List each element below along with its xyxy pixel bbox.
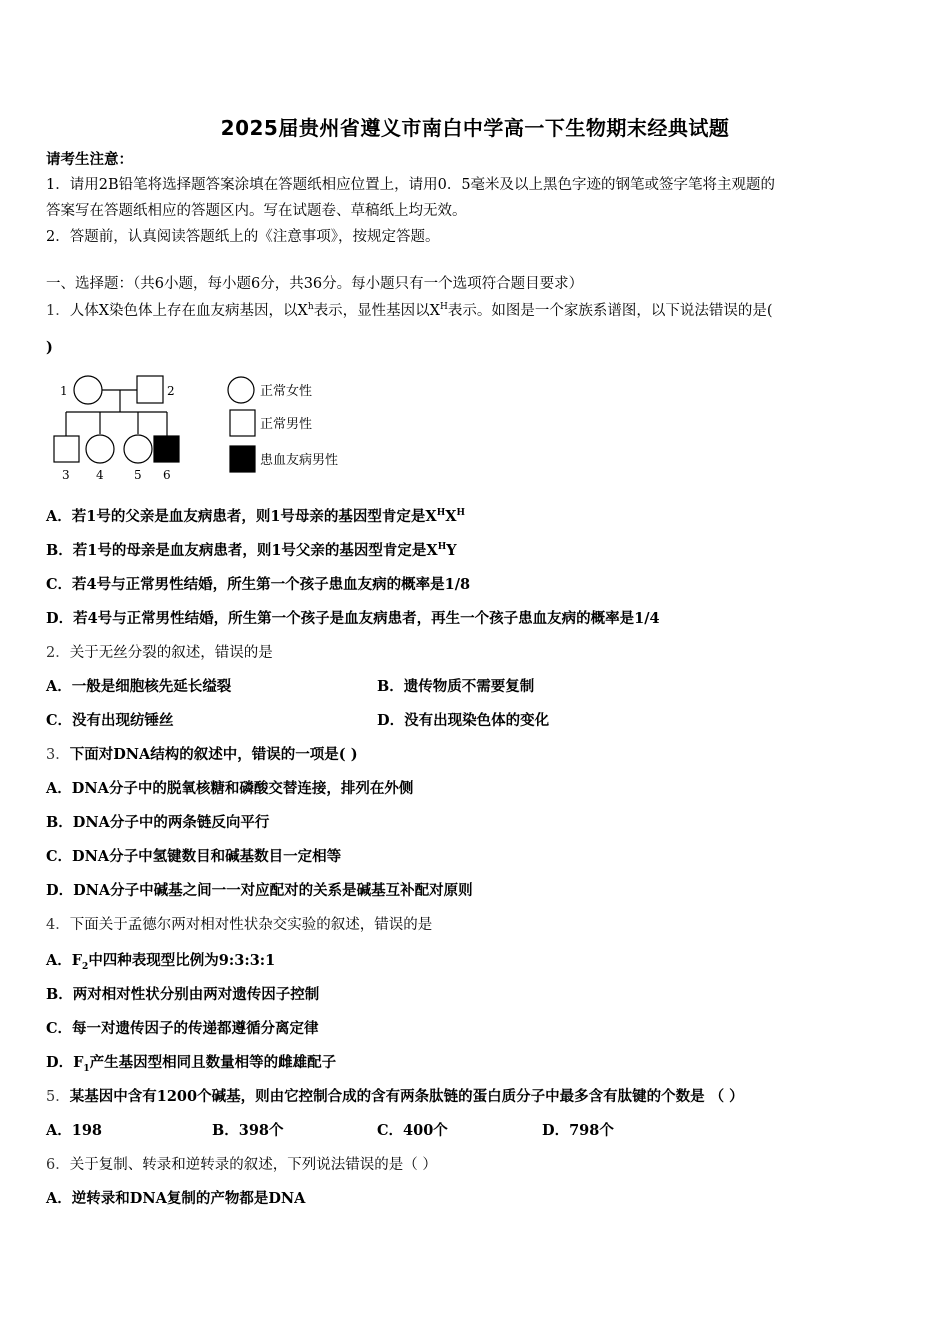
- notice-heading: 请考生注意：: [46, 151, 133, 168]
- question-2-stem: 2．关于无丝分裂的叙述，错误的是: [46, 645, 273, 661]
- q5-option-b[interactable]: B．398个: [212, 1122, 284, 1139]
- page-title: 2025届贵州省遵义市南白中学高一下生物期末经典试题: [220, 116, 730, 140]
- q4-option-a[interactable]: A．$F_2$中四种表现型比例为9:3:3:1: [46, 952, 276, 972]
- q3-option-b[interactable]: B．DNA分子中的两条链反向平行: [46, 814, 270, 831]
- pedigree-female-4: [86, 435, 114, 463]
- q2-option-c[interactable]: C．没有出现纺锤丝: [46, 712, 174, 729]
- question-5-stem: 5．某基因中含有1200个碱基，则由它控制合成的含有两条肽链的蛋白质分子中最多含有肽键的个数是 （ ）: [46, 1088, 744, 1105]
- legend-female-icon: [228, 377, 254, 403]
- q4-option-d[interactable]: D．$F_1$产生基因型相同且数量相等的雌雄配子: [46, 1054, 337, 1074]
- question-1-stem-end: ): [46, 339, 53, 356]
- q4-option-c[interactable]: C．每一对遗传因子的传递都遵循分离定律: [46, 1020, 319, 1037]
- pedigree-label-6: 6: [163, 468, 171, 482]
- pedigree-female-5: [124, 435, 152, 463]
- pedigree-female-1: [74, 376, 102, 404]
- q2-option-d[interactable]: D．没有出现染色体的变化: [377, 712, 550, 729]
- question-1-stem: 1．人体X染色体上存在血友病基因，以$X^h$表示，显性基因以$X^H$表示。如图是一个家族系谱图，以下说法错误的是(: [46, 302, 773, 319]
- q1-option-a[interactable]: A．若1号的父亲是血友病患者，则1号母亲的基因型肯定是$X^HX^H$: [46, 508, 465, 525]
- pedigree-label-4: 4: [96, 468, 104, 482]
- pedigree-label-3: 3: [62, 468, 70, 482]
- legend-normal-male: 正常男性: [260, 417, 313, 432]
- q6-option-a[interactable]: A．逆转录和DNA复制的产物都是DNA: [46, 1190, 306, 1207]
- question-3-stem: 3．下面对DNA结构的叙述中，错误的一项是( ): [46, 746, 358, 763]
- pedigree-male-2: [137, 376, 163, 403]
- q2-option-b[interactable]: B．遗传物质不需要复制: [377, 678, 535, 695]
- pedigree-label-5: 5: [134, 468, 142, 482]
- question-number: 1．: [46, 303, 70, 319]
- section-heading: 一、选择题：（共6小题，每小题6分，共36分。每小题只有一个选项符合题目要求）: [46, 276, 584, 292]
- q3-option-d[interactable]: D．DNA分子中碱基之间一一对应配对的关系是碱基互补配对原则: [46, 882, 473, 899]
- pedigree-label-1: 1: [60, 384, 68, 398]
- q4-option-b[interactable]: B．两对相对性状分别由两对遗传因子控制: [46, 986, 320, 1003]
- q3-option-a[interactable]: A．DNA分子中的脱氧核糖和磷酸交替连接，排列在外侧: [46, 780, 414, 797]
- pedigree-label-2: 2: [167, 384, 175, 398]
- notice-line-2: 答案写在答题纸相应的答题区内。写在试题卷、草稿纸上均无效。: [46, 203, 467, 219]
- pedigree-affected-male-6: [154, 436, 179, 462]
- q5-option-a[interactable]: A．198: [46, 1122, 103, 1139]
- q1-option-b[interactable]: B．若1号的母亲是血友病患者，则1号父亲的基因型肯定是$X^HY$: [46, 542, 457, 559]
- q3-option-c[interactable]: C．DNA分子中氢键数目和碱基数目一定相等: [46, 848, 342, 865]
- q1-option-c[interactable]: C．若4号与正常男性结婚，所生第一个孩子患血友病的概率是1/8: [46, 576, 471, 593]
- notice-line-3: 2．答题前，认真阅读答题纸上的《注意事项》，按规定答题。: [46, 229, 440, 245]
- q5-option-c[interactable]: C．400个: [377, 1122, 448, 1139]
- question-6-stem: 6．关于复制、转录和逆转录的叙述，下列说法错误的是（ ）: [46, 1157, 437, 1173]
- legend-normal-female: 正常女性: [260, 384, 313, 399]
- legend-affected-male-icon: [230, 446, 255, 472]
- q1-option-d[interactable]: D．若4号与正常男性结婚，所生第一个孩子是血友病患者，再生一个孩子患血友病的概率是1/4: [46, 610, 660, 627]
- question-4-stem: 4．下面关于孟德尔两对相对性状杂交实验的叙述，错误的是: [46, 917, 433, 933]
- pedigree-male-3: [54, 436, 79, 462]
- notice-line-1: 1．请用2B铅笔将选择题答案涂填在答题纸相应位置上，请用0．5毫米及以上黑色字迹的钢笔或签字笔将主观题的: [46, 177, 776, 193]
- q5-option-d[interactable]: D．798个: [542, 1122, 614, 1139]
- legend-affected-male: 患血友病男性: [260, 453, 339, 468]
- legend-male-icon: [230, 410, 255, 436]
- pedigree-diagram: [46, 368, 366, 483]
- q2-option-a[interactable]: A．一般是细胞核先延长缢裂: [46, 678, 232, 695]
